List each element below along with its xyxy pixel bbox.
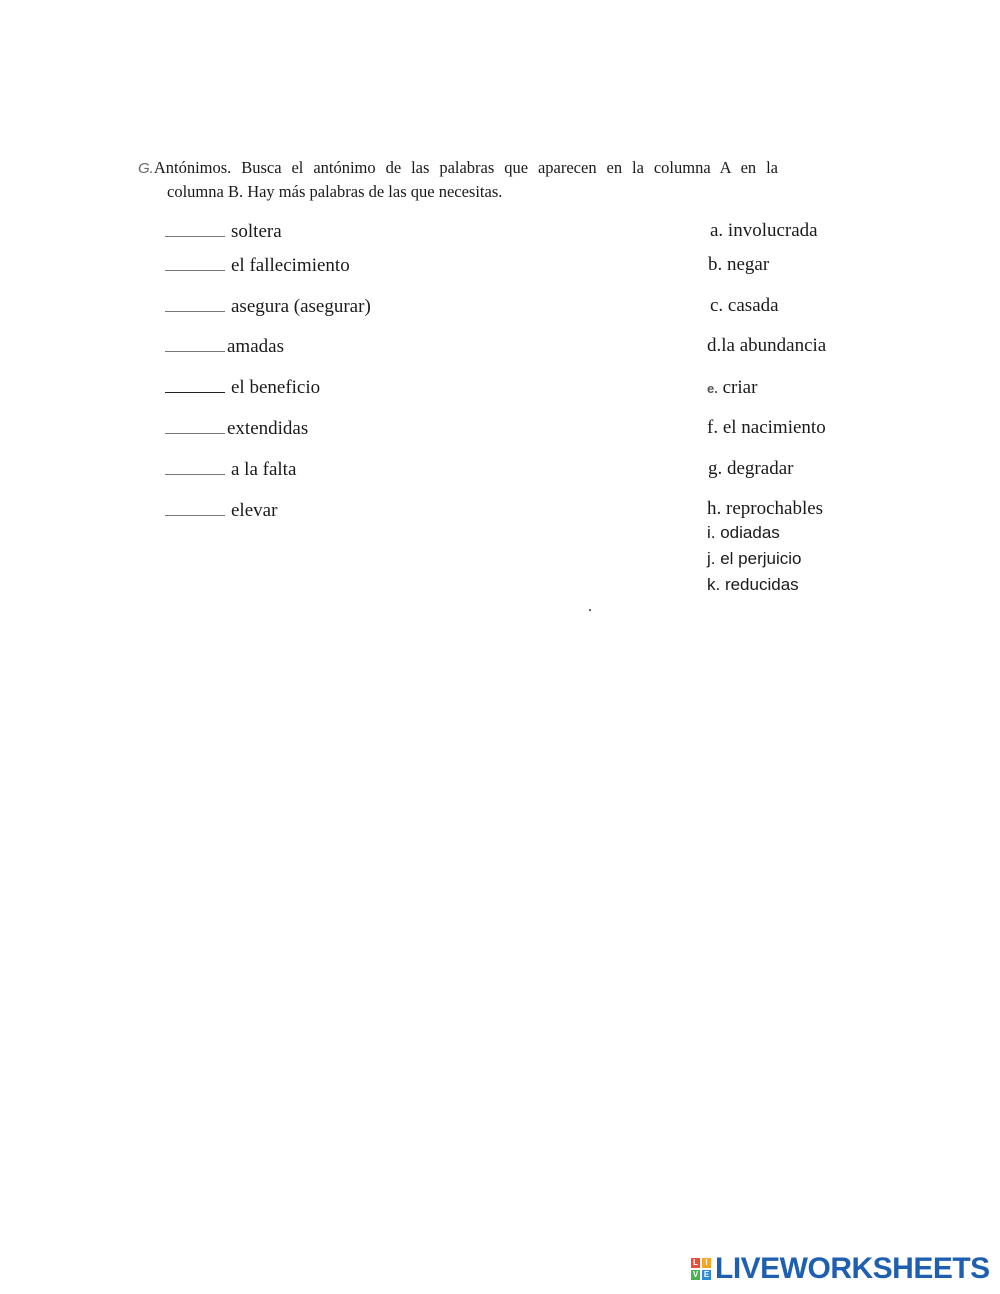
answer-blank-7[interactable] — [165, 473, 225, 475]
instructions-line-1: G.Antónimos. Busca el antónimo de las palabras que aparecen en la columna A en la — [138, 158, 778, 177]
column-a-item-1: soltera — [165, 221, 282, 243]
instructions-line-2: columna B. Hay más palabras de las que necesitas. — [167, 182, 503, 201]
instructions — [138, 156, 778, 203]
logo-text: LIVEWORKSHEETS — [715, 1252, 990, 1285]
logo-block-v: V — [692, 1270, 699, 1279]
column-b-item-j: j. el perjuicio — [707, 549, 802, 568]
column-b-item-f: f. el nacimiento — [707, 417, 826, 438]
column-a-item-5: el beneficio — [165, 377, 320, 399]
column-a-item-2: el fallecimiento — [165, 255, 350, 277]
answer-blank-2[interactable] — [165, 269, 225, 271]
column-a-item-6: extendidas — [165, 418, 308, 440]
answer-blank-5[interactable] — [165, 391, 225, 393]
column-b-item-i: i. odiadas — [707, 523, 780, 542]
column-b-item-h: h. reprochables — [707, 498, 824, 519]
logo-block-l: L — [691, 1258, 700, 1268]
logo-block-e: E — [703, 1270, 710, 1279]
answer-blank-6[interactable] — [165, 432, 225, 434]
column-b-item-k: k. reducidas — [707, 575, 799, 594]
column-a-item-4: amadas — [165, 336, 284, 358]
answer-blank-8[interactable] — [165, 514, 225, 516]
column-a-item-7: a la falta — [165, 459, 296, 481]
section-letter: G. — [138, 160, 154, 177]
column-b-item-g: g. degradar — [708, 458, 794, 479]
stray-dot: . — [588, 598, 592, 615]
logo-blocks-icon — [691, 1258, 711, 1280]
column-a-item-3: asegura (asegurar) — [165, 296, 371, 318]
column-b-item-e: e. criar — [707, 377, 758, 398]
answer-blank-3[interactable] — [165, 310, 225, 312]
answer-blank-4[interactable] — [165, 350, 225, 352]
liveworksheets-logo — [691, 1254, 990, 1284]
column-b-item-d: d.la abundancia — [707, 335, 827, 356]
logo-block-i: I — [702, 1258, 711, 1268]
column-a-item-8: elevar — [165, 500, 277, 522]
column-b-item-c: c. casada — [710, 295, 779, 316]
column-b-item-a: a. involucrada — [710, 220, 818, 241]
column-b-item-b: b. negar — [708, 254, 770, 275]
answer-blank-1[interactable] — [165, 235, 225, 237]
